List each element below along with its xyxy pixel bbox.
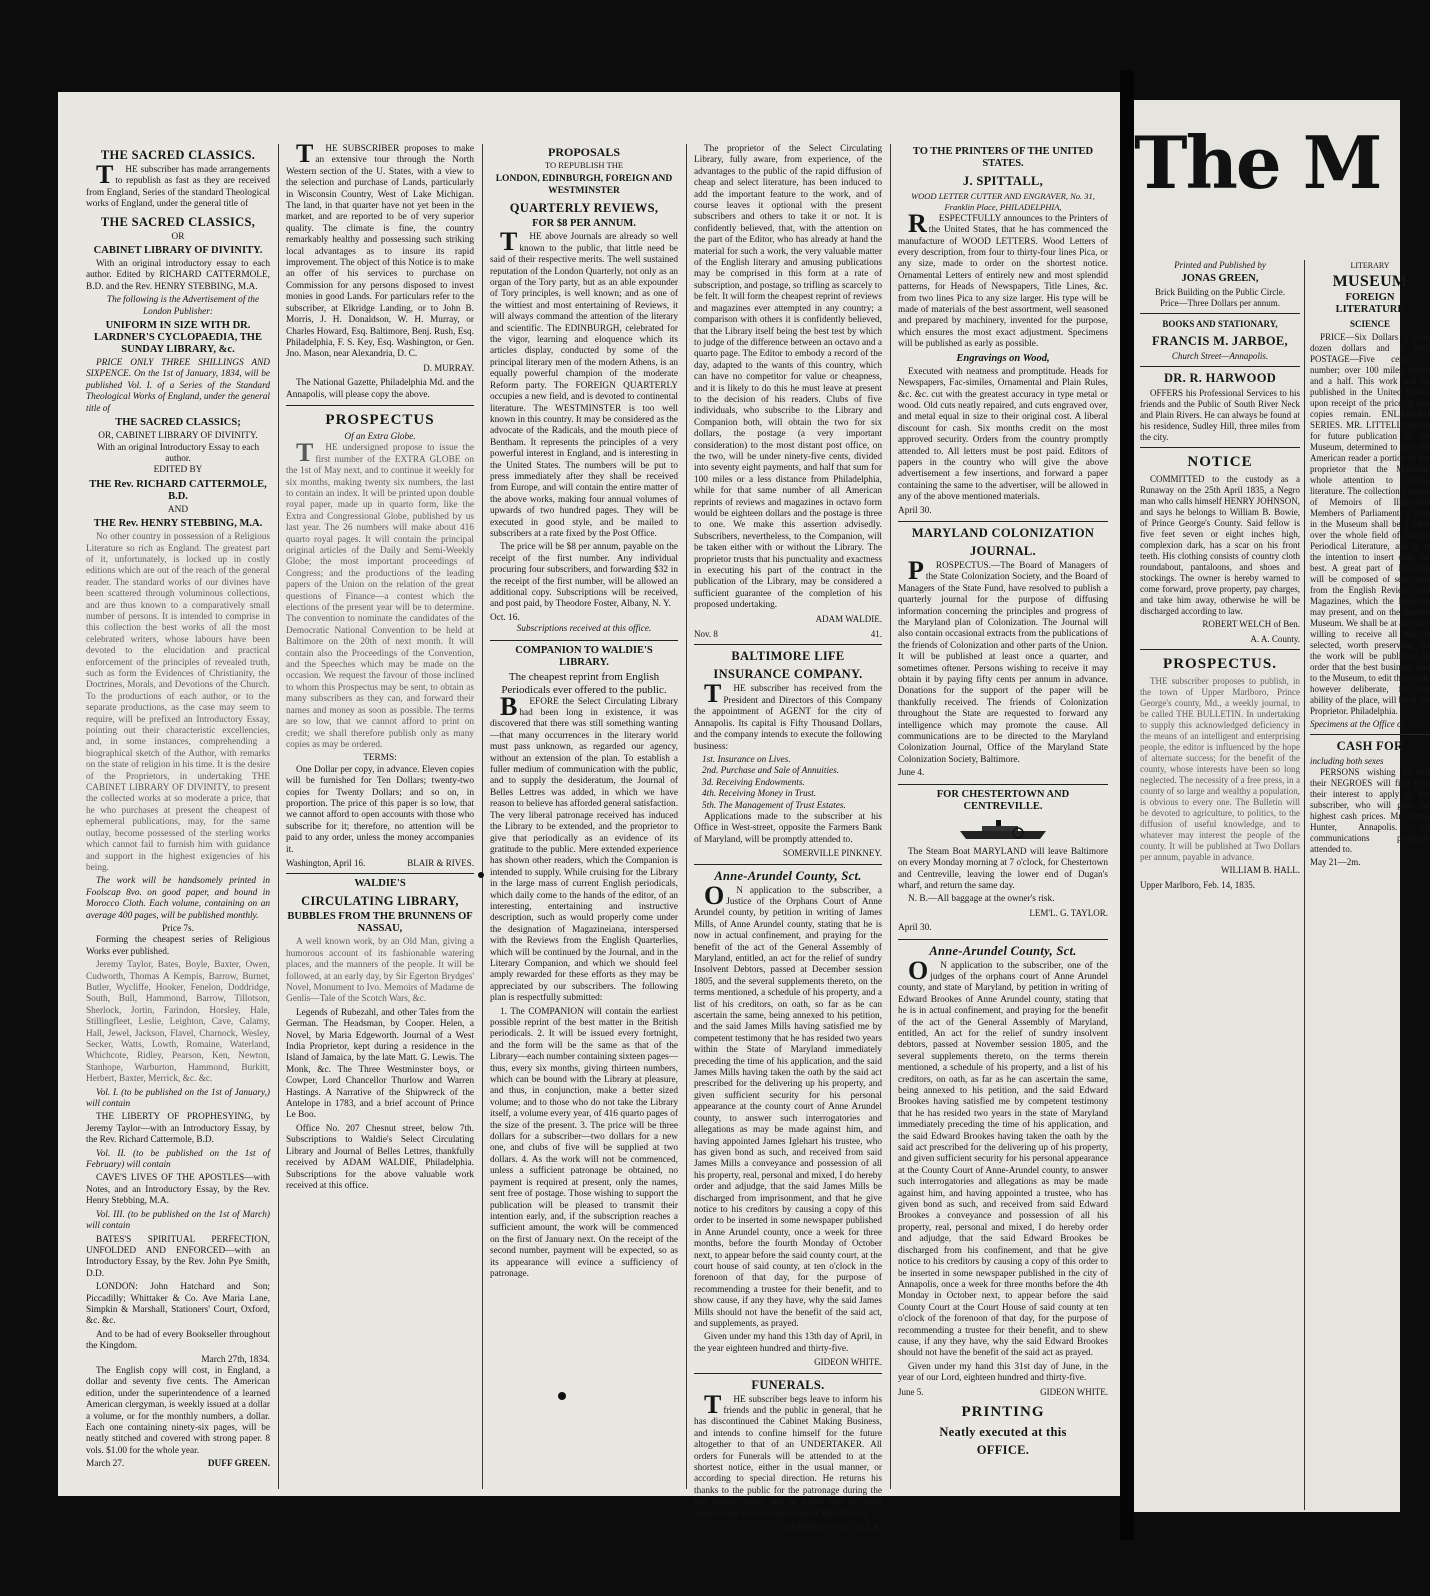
text-date-1: March 27th, 1834. — [201, 1354, 270, 1365]
heading-companion: COMPANION TO WALDIE'S LIBRARY. — [515, 644, 653, 668]
title-cabinet-library: CABINET LIBRARY OF DIVINITY. — [93, 245, 263, 257]
heading-harwood: DR. R. HARWOOD — [1163, 371, 1277, 385]
text-signer: DUFF GREEN. — [207, 1459, 270, 1470]
text-engravings-body: Executed with neatness and promptitude. Heads for Newspapers, Fac-similes, Ornamental and Plain Rules, &c. &c. cut with the greatest accuracy in type metal or wood. Old cuts neatly repaired, and cuts engraved over, and metal equal in size to their original cost. A liberal discount for cash. Six months credit on the most approved security. Orders from the country promptly attended to. All letters must be post paid. Editors of papers in the country who will give the above advertisement a few insertions, and forward a paper containing the same to the advertiser, will be allowed in any of the above mentioned materials. — [898, 366, 1108, 503]
title-sacred-classics-2: THE SACRED CLASSICS; — [115, 417, 241, 429]
text-funerals-body: THE subscriber begs leave to inform his friends and the public in general, that he has discontinued the Cabinet Making Business, and intends to confine himself for the future altogether to that of an UNDERTAKER. All orders for Funerals will be attended to at the shortest notice, either in the usual manner, or according to special direction. He returns his thanks to the public for the patronage during the last twenty years, and he hopes that by strict attention he will continue to merit their favour. — [694, 1389, 882, 1519]
heading-chestertown: FOR CHESTERTOWN AND CENTREVILLE. — [936, 788, 1070, 812]
list-item: 1st. Insurance on Lives. — [702, 754, 791, 765]
text-date: Nov. 8 — [694, 629, 718, 640]
heading-insurance-company: INSURANCE COMPANY. — [713, 667, 863, 682]
heading-baltimore-life: BALTIMORE LIFE — [731, 649, 845, 664]
text-signer: ROBERT WELCH of Ben. — [1202, 619, 1300, 629]
ink-blot — [478, 872, 484, 878]
newspaper-page-left — [58, 92, 1122, 1533]
text-date-2: March 27. — [86, 1459, 125, 1470]
text-books-addr: Church Street—Annapolis. — [1171, 351, 1269, 361]
text-price-note: PRICE ONLY THREE SHILLINGS AND SIXPENCE. On the 1st of January, 1834, will be published Vol. I. of a Series of the Standard Theological Works of England, under the general title of — [86, 358, 270, 414]
text-nb: N. B.—All baggage at the owner's risk. — [908, 894, 1055, 905]
heading-prospectus: PROSPECTUS. — [1163, 656, 1277, 672]
heading-museum: MUSEUM — [1332, 273, 1408, 290]
text-signer-2: GIDEON WHITE. — [1040, 1386, 1108, 1397]
column-3 — [490, 144, 678, 1489]
text-bubbles-body: A well known work, by an Old Man, giving a humorous account of its fashionable watering places, and the manners of the people. It will be followed, at an early day, by Sir Egerton Brydges' Novel, Monument to Ivo. Memoirs of Madame de Genlis—Tale of the Scotch Wars, &c. — [286, 937, 474, 1005]
text-signer: ADAM WALDIE. — [815, 613, 882, 624]
text-prospectus-body: THE undersigned propose to issue the first number of the EXTRA GLOBE on the 1st of May next, and to continue it weekly for six months, making twenty six numbers, the last to contain an index. It will be printed upon double royal paper, made up in quarto form, like the Extra and Congressional Globe, published by us last year. The 26 numbers will make about 416 quarto royal pages. It will contain the principal original articles of the Daily and Semi-Weekly Globe; the most important proceedings of Congress; and the productions of the leading papers of the Union on the relation of the great questions of Finance—a contest which the elections of the present year will be to determine. The convention to nominate the candidates of the Democratic National Convention to be held at Baltimore on the 20th of next month. It will contain also the Proceedings of the Convention, and the Speeches which may be made on the occasion. We request the favour of those inclined to whom this Prospectus may be sent, to obtain as many subscribers as they can, and forward their names and money as soon as possible. The terms are so low, that we cannot afford to print on credit; we shall therefore publish only as many copies as may be ordered. — [286, 438, 474, 750]
text-terms: One Dollar per copy, in advance. Eleven copies will be furnished for Ten Dollars; twenty-two copies for Twenty Dollars; and so on, in proportion. The price of this paper is so low, that we cannot afford to open accounts with those who subscribe for it; therefore, no attention will be paid to any order, unless the money accompanies it. — [286, 764, 474, 855]
heading-county: Anne-Arundel County, Sct. — [929, 943, 1077, 958]
text-given: Given under my hand this 13th day of April, in the year eighteen hundred and thirty-five. — [694, 1332, 882, 1354]
column-right-1 — [1140, 260, 1300, 1510]
text-books-by: FRANCIS M. JARBOE, — [1152, 334, 1288, 348]
text-signer: D. MURRAY. — [423, 362, 474, 373]
heading-prospectus: PROSPECTUS — [325, 411, 435, 428]
text-signer-county: A. A. County. — [1250, 634, 1300, 644]
heading-spittall: J. SPITTALL, — [962, 174, 1044, 188]
text-signer: LEM'L. G. TAYLOR. — [1029, 907, 1108, 918]
heading-printers: TO THE PRINTERS OF THE UNITED STATES. — [912, 146, 1094, 169]
column-1 — [86, 144, 270, 1489]
heading-cash: CASH FOR — [1336, 739, 1404, 753]
heading-journal: JOURNAL. — [970, 543, 1036, 558]
text-md-body: PROSPECTUS.—The Board of Managers of the State Colonization Society, and the Board of Managers of the State Fund, have resolved to publish a quarterly journal for the purpose of diffusing information concerning the principles and progress of the Maryland plan of Colonization. The Journal will also contain occasional extracts from the publications of the friends of Colonization and other parts of the Union. It will be published at least once a quarter, and sometimes oftener. Persons wishing to receive it may obtain it by paying fifty cents per annum in advance. Donations for the support of the paper will be thankfully received. The friends of Colonization throughout the State are requested to forward any intelligence which may promote the cause. All communications are to be directed to the Maryland Colonization Journal, Office of the Maryland State Colonization Society, Baltimore. — [898, 555, 1108, 765]
heading-literary: LITERARY — [1350, 261, 1390, 270]
column-rule — [482, 144, 483, 1489]
list-item: 3d. Receiving Endowments. — [702, 777, 805, 788]
text-editor-2: THE Rev. HENRY STEBBING, M.A. — [93, 518, 263, 530]
text-companion-body: BEFORE the Select Circulating Library had been long in existence, it was discovered that there was still something wanting—that many occurrences in the literary world must pass unknown, as regarded our agency, without an extension of the plan. To establish a fuller medium of communication with the public, and to supply the desideratum, the Journal of Belles Lettres was added, in which we have reason to believe has afforded general satisfaction. The very liberal patronage received has induced the Library to be extended, and the proprietor to give that periodically as an evidence of its gratitude to the public. Mere extended experience has shown other readers, which the Companion is intended to supply. While cruising for the Library in the large mass of current English periodicals, which daily come to the hands of the editor, of an interesting, entertaining and instructive description, such as would properly come under the designation of Magazineiana, interspersed with the Reviews from the English Quarterlies, which will be continued by the Journal, and in the Literary Companion, and which we should feel amply rewarded for these efforts as they may be appreciated by our subscribers. The following plan is respectfully submitted: — [490, 691, 679, 1004]
text-museum-body: PRICE—Six Dollars a year, dozen dollars and a half. POSTAGE—Five cents a number; over 100 miles, seven and a half. This work will be published in the United States, upon receipt of the price. A few copies remain. ENLARGED SERIES. MR. LITTELL having for future publication of the Museum, determined to give the American reader a portion of the proprietor that the Museum, whole attention to foreign literature. The collection a series of Memoirs of Illustrious Members of Parliament, a plan in the Museum shall be a view over the whole field of foreign Periodical Literature, and it is the intention to insert only the best. A great part of Museum will be composed of selections from the English Reviews and Magazines, which the Museum may present, and on the Burden Museum. We shall be at all times willing to receive all that is selected, worth preserving. As the work will be published in order that the best business, and to the Museum, to edit this work, however deliberate, for the ability of the place, will be in the Proprietor. Philadelphia. — [1310, 332, 1430, 716]
text-vol1-title: THE LIBERTY OF PROPHESYING, by Jeremy Taylor—with an Introductory Essay, by the Rev. Richard Cattermole, B.D. — [86, 1112, 270, 1146]
heading-engravings: Engravings on Wood, — [956, 352, 1050, 364]
column-4 — [694, 144, 882, 1533]
text-editor-1: THE Rev. RICHARD CATTERMOLE, B.D. — [89, 478, 267, 502]
text-vol2: Vol. II. (to be published on the 1st of February) will contain — [86, 1148, 270, 1171]
text-date-2: April 30. — [898, 923, 932, 934]
column-5 — [898, 144, 1108, 1489]
text-with-intro: With an original Introductory Essay to each author. — [96, 442, 260, 464]
text-body: The proprietor of the Select Circulating Library, fully aware, from experience, of the advantages to the public of the rapid diffusion of cheap and select literature, has been induced to add the important feature to the work, and of course leaves it optional with the present subscribers and others to take it or not. It is confidently believed, that, with the attention on the part of the Editor, who has already at hand the material for such a work, the very valuable matter of the English literary and amusing publications may be comprised in this form at a rate of subscription, and postage, so trifling as scarcely to be felt. It will form the cheapest reprint of reviews and magazines ever attempted in any country; a comparison with others it is confidently believed, that the Library itself being the best test by which to judge of the difference between an octavo and a quarto page. The Editor to embody a record of the day, adapted to the wants of this country, which can have no competitor for value or cheapness, and it is likely to do this he must leave at present to the decision of his readers. Clubs of five individuals, who subscribe to the Library and Companion both, will obtain the two for six dollars, the postage (a very important consideration) to the most distant post office, on the two, will be under ninety-five cents, divided into seventy eight payments, and half that sum for 100 miles or a less distance from Philadelphia, while for that same number of all American reprints of reviews and magazines in octavo form would be eighteen dollars and the postage is three to one. We make this assertion advisedly. Subscribers, nevertheless, to the Companion, will be taken either with or without the Library. The proprietor trusts that his punctuality and exactness in executing his part of the contract in the publication of the Library, may be considered a sufficient guarantee of the completion of his proposed undertaking. — [694, 144, 882, 611]
list-item: 2nd. Purchase and Sale of Annuities. — [702, 766, 840, 777]
text-body: THE above Journals are already so well known to the public, that little need be said of their respective merits. The well sustained reputation of the London Quarterly, not only as an organ of the Tory party, but as an able expounder of Tory principles, is well known; and as one of the wittiest and most entertaining of Reviews, it will always command the attention of the literary and scientific. The EDINBURGH, celebrated for the vigor, learning and eloquence which its articles display, conducted by some of the principal literary men of the modern Athens, is an equally powerful champion of the moderate Reform party. The FOREIGN QUARTERLY occupies a new field, and is devoted to continental literature. The WESTMINSTER is too well known in this country. It may be considered as the advocate of the Radicals, and the mouth piece of Bentham. It represents the principles of a very powerful interest in England, and is interesting in the United States. The numbers will be put to press immediately after they shall be received from Europe, and will contain the entire matter of the above works, making four annual volumes of upwards of two hundred pages. They will be executed in good style, and be mailed to subscribers at a rate fixed by the Post Office. — [490, 227, 678, 539]
text-signer-2-date: Upper Marlboro, Feb. 14, 1835. — [1140, 880, 1255, 890]
heading-terms: TERMS: — [363, 753, 397, 764]
column-rule — [686, 144, 687, 1489]
text-foreign: FOREIGN LITERATURE — [1335, 292, 1405, 315]
text-vol3-title: BATES'S SPIRITUAL PERFECTION, UNFOLDED AND ENFORCED—with an Introductory Essay, by the Rev. John Pye Smith, D.D. — [86, 1234, 270, 1279]
text-price: Price—Three Dollars per annum. — [1160, 298, 1280, 308]
text-cash-date: May 21—2m. — [1310, 857, 1361, 867]
text-office-note: Subscriptions received at this office. — [516, 624, 652, 635]
text-signer-2: BLAIR & RIVES. — [407, 857, 474, 868]
text-printed: Printed and Published by — [1174, 260, 1266, 270]
text-md-date: June 4. — [898, 768, 925, 779]
text-science: SCIENCE — [1349, 319, 1390, 329]
page-gutter — [1120, 70, 1134, 1540]
text-signer-2: SOMERVILLE PINKNEY. — [782, 848, 882, 859]
text-format: The work will be handsomely printed in Foolscap 8vo. on good paper, and bound in Morocco Cloth. Each volume, containing on an average 400 pages, will be published monthly. — [86, 876, 270, 921]
text-dateline: Washington, April 16. — [286, 857, 366, 868]
heading-waldies: WALDIE'S — [354, 878, 406, 890]
heading-bubbles: BUBBLES FROM THE BRUNNENS OF NASSAU, — [287, 911, 473, 935]
text-intro: THE subscriber has made arrangements to republish as fast as they are received from England, Series of the standard Theological works of England, under the general title of — [86, 160, 270, 210]
heading-sacred-classics: THE SACRED CLASSICS. — [100, 148, 256, 162]
text-to-republish: TO REPUBLISH THE — [544, 160, 624, 170]
text-repeat-or: OR, CABINET LIBRARY OF DIVINITY. — [98, 431, 258, 442]
column-2 — [286, 139, 474, 1489]
column-right-2 — [1310, 260, 1430, 1510]
text-cash-sub: including both sexes — [1310, 756, 1384, 766]
heading-md-colonization: MARYLAND COLONIZATION — [911, 525, 1095, 540]
text-quarterlies: LONDON, EDINBURGH, FOREIGN AND WESTMINSTER — [495, 174, 673, 197]
text-editors: With an original introductory essay to each author. Edited by RICHARD CATTERMOLE, B.D. and the Rev. HENRY STEBBING, M.A. — [86, 259, 270, 292]
title-sacred-classics: THE SACRED CLASSICS, — [100, 214, 256, 229]
text-books: BOOKS AND STATIONARY, — [1162, 319, 1278, 329]
heading-proposals: PROPOSALS — [547, 145, 620, 159]
list-item: 5th. The Management of Trust Estates. — [702, 800, 846, 811]
heading-circulating-library: CIRCULATING LIBRARY, — [301, 894, 459, 909]
text-date: April 30. — [898, 505, 932, 516]
text-chester-body: The Steam Boat MARYLAND will leave Baltimore on every Monday morning at 7 o'clock, for Chestertown and Centreville, leaving the lower end of Dugan's wharf, and return the same day. — [898, 846, 1108, 891]
text-publisher: JONAS GREEN, — [1181, 273, 1259, 284]
text-date-3: June 5. — [898, 1386, 924, 1397]
text-baltimore-body: THE subscriber has received from the President and Directors of this Company the appointment of AGENT for the city of Annapolis. Its capital is Fifty Thousand Dollars, and the company intends to execute the following business: — [694, 679, 882, 752]
text-note: And to be had of every Bookseller throughout the Kingdom. — [86, 1329, 270, 1352]
text-apps: Applications made to the subscriber at his Office in West-street, opposite the Farmers Bank of Maryland, will be promptly attended to. — [694, 811, 882, 845]
text-copy-note: The National Gazette, Philadelphia Md. and the Annapolis, will please copy the above. — [286, 378, 474, 400]
text-or: OR — [171, 231, 185, 242]
text-signer-4: WASHINGTON G. TUCK. — [782, 1522, 882, 1533]
text-vol2-title: CAVE'S LIVES OF THE APOSTLES—with Notes, and an Introductory Essay, by the Rev. Henry Stebbing, M.A. — [86, 1173, 270, 1207]
column-rule — [278, 144, 279, 1489]
text-and: AND — [167, 504, 189, 515]
text-price: Price 7s. — [161, 923, 195, 934]
text-signer-2: WILLIAM B. HALL. — [1221, 865, 1300, 875]
text-harwood-body: OFFERS his Professional Services to his friends and the Public of South River Neck and Plain Rivers. He can always be found at his residence, Sudley Hill, three miles from the city. — [1140, 388, 1300, 442]
text-cash-body: PERSONS wishing to sell their NEGROES will find it to their interest to apply to the subscriber, who will give the highest cash prices. Mr. James Hunter, Annapolis. All communications promptly attended to. — [1310, 767, 1430, 854]
text-authors: Jeremy Taylor, Bates, Boyle, Baxter, Owen, Cudworth, Thomas A Kempis, Barrow, Burnet, Butler, Wycliffe, Hooker, Fenelon, Doddridge, South, Bull, Hammond, Barrow, Tillotson, Sherlock, Jortin, Farindon, Horsley, Hale, Stillingfleet, Leslie, Leighton, Cave, Calamy, Hall, Jewel, Jackson, Flavel, Charnock, Wesley, Secker, Watts, Lowth, Romaine, Waterland, Whichcote, Ridley, Pearson, Ken, Newton, Stanhope, Warburton, Hammond, Burkitt, Herbert, Baxter, Merrick, &c. &c. — [86, 960, 270, 1085]
masthead: The M — [1134, 120, 1381, 205]
steamboat-icon — [958, 817, 1048, 843]
text-adv-note: The following is the Advertisement of the London Publisher: — [106, 295, 260, 317]
text-london: LONDON: John Hatchard and Son; Piccadilly; Whittaker & Co. Ave Maria Lane, Simpkin & Marshall, Stationers' Court, Oxford, &c. &c. — [86, 1282, 270, 1327]
text-list: Legends of Rubezahl, and other Tales from the German. The Headsman, by Cooper. Helen, a Novel, by Maria Edgeworth. Journal of a West India Proprietor, kept during a residence in the Island of Jamaica, by the late Matt. G. Lewis. The Monk, &c. The Three Westminster boys, or Cowper, Lord Chancellor Thurlow and Warren Hastings. A Narrative of the Shipwreck of the Antelope in 1783, and a brief account of Prince Le Boo. — [286, 1007, 474, 1121]
text-county-body: ON application to the subscriber, a Justice of the Orphans Court of Anne Arundel county, by petition in writing of James Mills, of Anne Arundel county, stating that he is now in actual confinement, and praying for the benefit of the act of the General Assembly of Maryland, entitled, an act for the relief of sundry Insolvent Debtors, passed at December session 1805, and the several supplements thereto, on the terms mentioned, a schedule of his property, and a list of his creditors, on oath, so far as he can ascertain the same, being annexed to his petition, and the said James Mills having satisfied me by competent testimony that he has resided two years within the State of Maryland immediately preceding the time of his application, and the said James Mills having taken the oath by the said act prescribed for the delivering up his property, and given sufficient security for his personal appearance at the county court of Anne Arundel county, to answer such interrogatories and allegations as may be made against him, and having appointed James Iglehart his trustee, who has given bond as such, and received from said James Mills a conveyance and possession of all his property, real, personal and mixed, I do hereby order and adjudge, that the said James Mills be discharged from imprisonment, and that he give notice to his creditors by causing a copy of this order to be inserted in some newspaper published in Anne Arundel county, once a week for three months, before the fourth Monday of October next, to appear before the said county court, at the court house of said county, at ten o'clock in the forenoon of that day, for the purpose of recommending a trustee for their benefit, and to show cause, if any they have, why the said James Mills should not have the benefit of the said act, and supplements, as prayed. — [694, 880, 882, 1329]
text-date-num: 41. — [870, 629, 882, 640]
text-uniform: UNIFORM IN SIZE WITH DR. LARDNER'S CYCLOPAEDIA, THE SUNDAY LIBRARY, &c. — [94, 320, 262, 356]
newspaper-page-right — [1134, 100, 1430, 1512]
text-price: FOR $8 PER ANNUM. — [532, 218, 636, 230]
text-given: Given under my hand this 31st day of June, in the year of our Lord, eighteen hundred and thirty-five. — [898, 1361, 1108, 1384]
text-printing-2: Neatly executed at this — [939, 1424, 1067, 1439]
text-dateline: Oct. 16. — [490, 612, 520, 623]
text-terms: The price will be $8 per annum, payable on the receipt of the first number. Any individual procuring four subscribers, and forwarding $32 in the receipt of the first number, will be allowed an additional copy. Subscriptions will be received, and post paid, by Theodore Foster, Albany, N. Y. — [490, 542, 678, 610]
heading-county: Anne-Arundel County, Sct. — [714, 868, 862, 883]
text-vol3: Vol. III. (to be published on the 1st of March) will contain — [86, 1209, 270, 1232]
text-companion-sub: The cheapest reprint from English Periodicals ever offered to the public. — [501, 670, 667, 696]
text-body: RESPECTFULLY announces to the Printers of the United States, that he has commenced the manufacture of WOOD LETTERS. Wood Letters of every description, from four to thirty-four lines Pica, or any size, made to order on the shortest notice. Ornamental Letters of entirely new and most splendid patterns, for Heads of Newspapers, Title Lines, &c. from two lines Pica to any size larger. His type will be made of materials of the best assortment, well seasoned and prepared by machinery, invented for the purpose, which ensures the most exact adjustment. Specimens will be published as early as possible. — [898, 208, 1108, 350]
text-authors-intro: Forming the cheapest series of Religious Works ever published. — [86, 935, 270, 957]
heading-notice: NOTICE — [1187, 454, 1253, 470]
text-office: Office No. 207 Chesnut street, below 7th. Subscriptions to Waldie's Select Circulating Library and Journal of Belles Lettres, thankfully received by ADAM WALDIE, Philadelphia. Subscriptions for the above valuable work received at this office. — [286, 1123, 474, 1191]
text-location: Brick Building on the Public Circle. — [1155, 287, 1285, 297]
heading-reviews: QUARTERLY REVIEWS, — [509, 201, 659, 216]
text-notice-body: COMMITTED to the custody as a Runaway on the 25th April 1835, a Negro man who calls himself HENRY JOHNSON, and says he belongs to William B. Bowie, of Prince George's County. Said fellow is five feet seven or eight inches high, complexion dark, has a scar on his front teeth. His clothing consists of country cloth roundabout, pantaloons, and shoes and stockings. The owner is hereby warned to come forward, prove property, pay charges, and take him away, otherwise he will be discharged according to law. — [1140, 474, 1300, 616]
heading-funerals: FUNERALS. — [751, 1377, 825, 1392]
text-plan: 1. The COMPANION will contain the earliest possible reprint of the best matter in the British periodicals. 2. It will be issued every fortnight, and the form will be the same as that of the Library—each number containing sixteen pages—thus, every six months, giving thirteen numbers, which can be bound with the Library at pleasure, and thus, in conjunction, make a better sized volume; and to those who do not take the Library itself, a volume every year, of 416 quarto pages of the size of the present. 3. The price will be three dollars for a subscriber—two dollars for a new one, and clubs of five will be supplied at two dollars. 4. As the work will not be commenced, unless a sufficient patronage be obtained, no payment is required at present, only the names, sent free of postage. Those wishing to support the publication will be pleased to transmit their intention early, and, if the subscription reaches a sufficient amount, the work will be commenced on the first of January next. On the receipt of the second number, payment will be expected, so as its appearance will evince a sufficiency of patronage. — [490, 1006, 678, 1279]
text-signer-3: GIDEON WHITE. — [814, 1357, 882, 1368]
text-printing-3: OFFICE. — [976, 1442, 1030, 1457]
text-county-body: ON application to the subscriber, one of the judges of the orphans court of Anne Arundel county, and state of Maryland, by petition in writing of Edward Brookes of Anne Arundel county, stating that he is in actual confinement, and praying for the benefit of the act of the General Assembly of Maryland, entitled, An act for the relief of sundry insolvent debtors, passed at November session 1805, and the several supplements thereto, on the terms therein mentioned, a schedule of his property, and a list of his creditors, on oath, as far as he can ascertain the same, being annexed to his petition, and the said Edward Brookes having satisfied me by competent testimony that he has resided two years in the state of Maryland immediately preceding the time of his application, and the said Edward Brookes having taken the oath by the said act prescribed for the delivering up of his property, and given sufficient security for his personal appearance at the County Court of Anne-Arundel county, to answer such interrogatories and allegations as may be made against him, and having appointed a trustee, who has given bond as such, and received from said Edward Brookes a conveyance and possession of all his property, real, personal and mixed, I do hereby order and adjudge, that the said Edward Brookes be discharged from his confinement, and that he give notice to his creditors by causing a copy of this order to be inserted in some newspaper published in the city of Annapolis, once a week for three months before the 4th Monday in October next, to appear before the said County Court at the Court House of said county at ten o'clock of the forenoon of that day, for the purpose of recommending a trustee for their benefit, and to shew cause, if any they have, why the said Edward Brookes should not have the benefit of the said act as prayed. — [898, 955, 1108, 1359]
text-vol1: Vol. I. (to be published on the 1st of January,) will contain — [86, 1087, 270, 1110]
ink-blot — [558, 1392, 566, 1400]
list-item: 4th. Receiving Money in Trust. — [702, 789, 817, 800]
text-type-founder: WOOD LETTER CUTTER AND ENGRAVER, No. 31, Franklin Place, PHILADELPHIA, — [911, 191, 1095, 213]
text-notice: THE SUBSCRIBER proposes to make an extensive tour through the North Western section of the U. States, with a view to the selection and purchase of Lands, particularly in Wisconsin Country, West of Lake Michigan. The land, in that quarter have not yet been in the market, and are reported to be of very superior quality. The climate is fine, the country remarkably healthy and possessing such striking local advantages as to insure its rapid improvement. The object of this Notice is to make an offer of his services to purchase on Commission for any persons disposed to invest monies in good Lands. For particulars refer to the subscriber, at Elkridge Landing, or to John B. Morris, J. H. Donaldson, W. H. Murray, or Charles Howard, Esq. Baltimore, Benj. Rush, Esq. Philadelphia, F. S. Key, Esq. Washington, or Gen. Jno. Mason, near Alexandria, D. C. — [286, 139, 474, 360]
heading-printing: PRINTING — [961, 1403, 1045, 1420]
text-specimens: Specimens at the Office of — [1310, 719, 1404, 729]
column-rule — [890, 144, 891, 1489]
text-prospectus-sub: Of an Extra Globe. — [344, 431, 416, 442]
text-prospectus-body: THE subscriber proposes to publish, in the town of Upper Marlboro, Prince George's county, Md., a weekly journal, to be called THE BULLETIN. In undertaking to supply this acknowledged deficiency in the means of an intelligent and enterprising people, the editor is influenced by the hope of alternate success; for the benefit of the county, whose interests have been so long neglected. The necessity of a free press, in a county of so large and wealthy a population, is obvious to every one. The Bulletin will be devoted to agriculture, to politics, to the diffusion of useful knowledge, and to whatever may interest the people of the county. It will be published at Two Dollars per annum, payable in advance. — [1140, 676, 1300, 862]
text-body: No other country in possession of a Religious Literature so rich as England. The greatest part of it, unfortunately, is locked up in costly editions which are out of the reach of the general reader. The standard works of our divines have been scattered through voluminous collections, and are thus known to a comparatively small number of persons. It is intended to comprise in this collection the best works of all the most celebrated writers, whose labours have been devoted to the elucidation and practical enforcement of the principles of revealed truth, such as form the Evidences of Christianity, the Doctrines, Morals, and Devotions of the Church. To the productions of each author, or to the separate productions, as the case may seem to require, will be prefixed an Introductory Essay, pointing out their characteristic excellencies, and, in some instances, comprehending a biographical sketch of the Author, with remarks on the state of religion in his time. It is the desire of the Proprietors, in undertaking THE CABINET LIBRARY OF DIVINITY, to present the collected works at so moderate a price, that he who purchases at present the cheapest of ephemeral publications, may, for the same outlay, become possessed of the sterling works which cannot fail to furnish him with guidance and support in the highest exigencies of his being. — [86, 532, 270, 873]
text-edited-by: EDITED BY — [153, 465, 203, 476]
text-american: The English copy will cost, in England, a dollar and seventy five cents. The American edition, under the superintendence of a learned American clergyman, is weekly issued at a dollar a volume, or for the monthly numbers, a dollar. Each one containing ninety-six pages, will be neatly stitched and covered with strong paper. 8 vols. $1.00 for the whole year. — [86, 1365, 270, 1456]
